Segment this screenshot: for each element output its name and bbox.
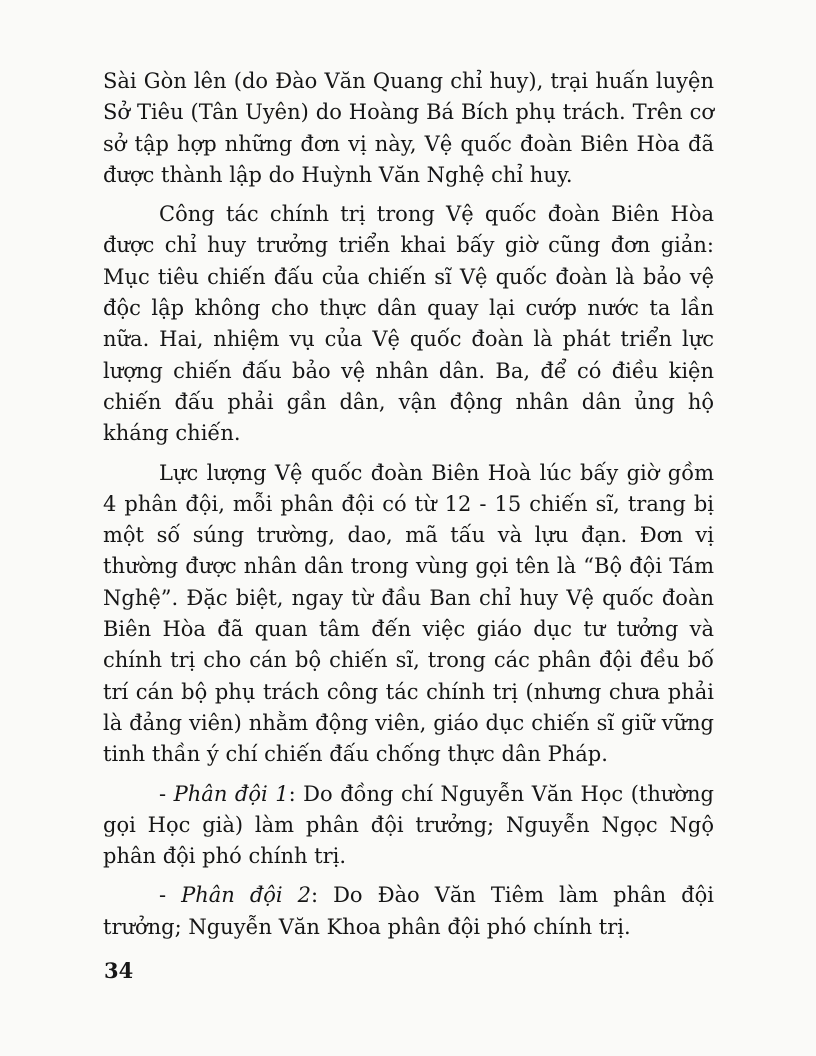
paragraph-continuation: Sài Gòn lên (do Đào Văn Quang chỉ huy), trại huấn luyện Sở Tiêu (Tân Uyên) do Hoàng Bá Bích phụ trách. Trên cơ sở tập hợp những đơn vị này, Vệ quốc đoàn Biên Hòa đã được thành lập do Huỳnh Văn Nghệ chỉ huy.: [103, 69, 714, 187]
unit-1-text: : Do đồng chí Nguyễn Văn Học (thường gọi Học già) làm phân đội trưởng; Nguyễn Ngọc Ngộ phân đội phó chính trị.: [103, 781, 714, 869]
paragraph-political-work: Công tác chính trị trong Vệ quốc đoàn Biên Hòa được chỉ huy trưởng triển khai bấy giờ cũng đơn giản: Mục tiêu chiến đấu của chiến sĩ Vệ quốc đoàn là bảo vệ độc lập không cho thực dân quay lại cướp nước ta lần nữa. Hai, nhiệm vụ của Vệ quốc đoàn là phát triển lực lượng chiến đấu bảo vệ nhân dân. Ba, để có điều kiện chiến đấu phải gần dân, vận động nhân dân ủng hộ kháng chiến.: [103, 202, 714, 446]
unit-2-label: Phân đội 2: [181, 883, 311, 908]
unit-2-dash: -: [159, 883, 182, 908]
paragraph-forces: Lực lượng Vệ quốc đoàn Biên Hoà lúc bấy giờ gồm 4 phân đội, mỗi phân đội có từ 12 - 15 chiến sĩ, trang bị một số súng trường, dao, mã tấu và lựu đạn. Đơn vị thường được nhân dân trong vùng gọi tên là “Bộ đội Tám Nghệ”. Đặc biệt, ngay từ đầu Ban chỉ huy Vệ quốc đoàn Biên Hòa đã quan tâm đến việc giáo dục tư tưởng và chính trị cho cán bộ chiến sĩ, trong các phân đội đều bố trí cán bộ phụ trách công tác chính trị (nhưng chưa phải là đảng viên) nhằm động viên, giáo dục chiến sĩ giữ vững tinh thần ý chí chiến đấu chống thực dân Pháp.: [103, 460, 714, 767]
unit-2-text: : Do Đào Văn Tiêm làm phân đội trưởng; Nguyễn Văn Khoa phân đội phó chính trị.: [103, 883, 714, 939]
page-number: 34: [104, 958, 134, 983]
unit-1-label: Phân đội 1: [173, 781, 289, 806]
body-text: [103, 66, 714, 951]
unit-1-entry: [103, 779, 714, 873]
unit-2-entry: [103, 880, 714, 943]
unit-1-dash: -: [159, 781, 174, 806]
